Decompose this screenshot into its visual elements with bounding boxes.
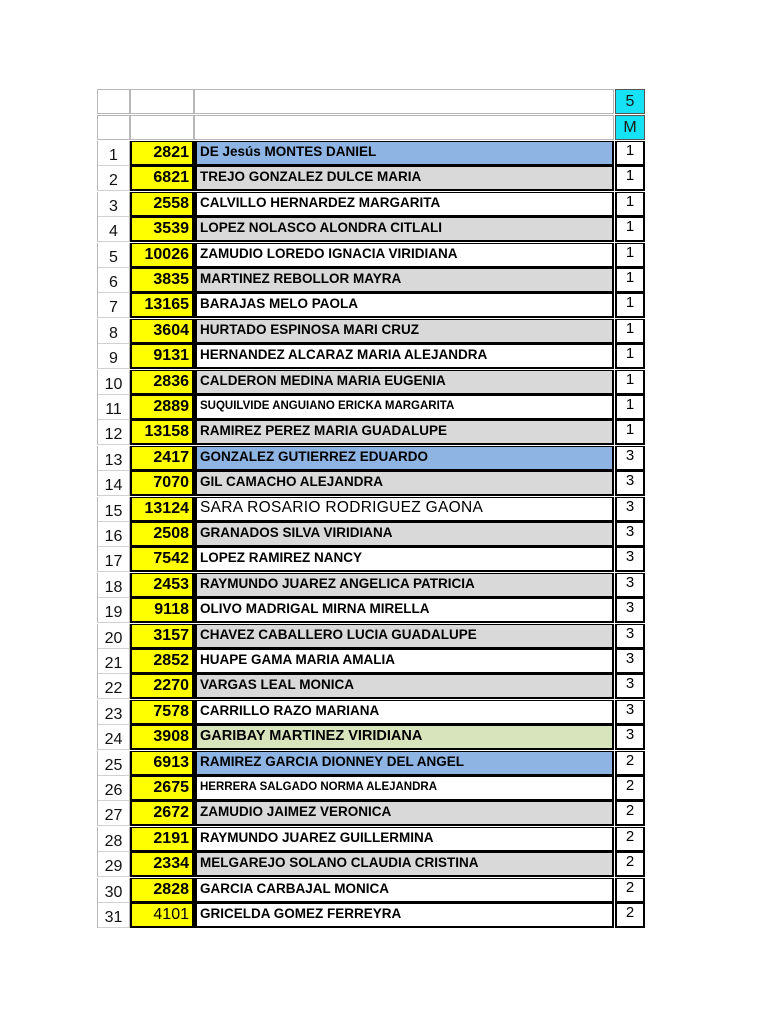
header-cell-name [194, 115, 614, 140]
group-cell[interactable]: 1 [615, 268, 645, 293]
row-number: 12 [97, 420, 130, 445]
student-name-cell[interactable]: GIL CAMACHO ALEJANDRA [194, 471, 614, 496]
row-number: 31 [97, 903, 130, 928]
group-cell[interactable]: 2 [615, 903, 645, 928]
group-cell[interactable]: 2 [615, 827, 645, 852]
student-id-cell[interactable]: 2675 [130, 776, 194, 801]
student-id-cell[interactable]: 3157 [130, 624, 194, 649]
student-name-cell[interactable]: TREJO GONZALEZ DULCE MARIA [194, 166, 614, 191]
student-id-cell[interactable]: 2836 [130, 370, 194, 395]
student-id-cell[interactable]: 10026 [130, 243, 194, 268]
group-header-top: 5 [615, 89, 645, 114]
group-cell[interactable]: 1 [615, 395, 645, 420]
row-number: 5 [97, 243, 130, 268]
student-id-cell[interactable]: 3604 [130, 319, 194, 344]
group-cell[interactable]: 3 [615, 624, 645, 649]
row-number: 24 [97, 725, 130, 750]
student-name-cell[interactable]: DE Jesús MONTES DANIEL [194, 141, 614, 166]
group-cell[interactable]: 3 [615, 674, 645, 699]
student-id-cell[interactable]: 2508 [130, 522, 194, 547]
student-id-cell[interactable]: 9118 [130, 598, 194, 623]
student-name-cell[interactable]: GRICELDA GOMEZ FERREYRA [194, 903, 614, 928]
group-cell[interactable]: 3 [615, 573, 645, 598]
student-name-cell[interactable]: GARIBAY MARTINEZ VIRIDIANA [194, 725, 614, 750]
header-cell-name [194, 89, 614, 114]
student-name-cell[interactable]: GONZALEZ GUTIERREZ EDUARDO [194, 446, 614, 471]
group-cell[interactable]: 2 [615, 801, 645, 826]
row-number: 15 [97, 497, 130, 522]
group-cell[interactable]: 1 [615, 217, 645, 242]
student-name-cell[interactable]: CARRILLO RAZO MARIANA [194, 700, 614, 725]
student-name-cell[interactable]: CALVILLO HERNARDEZ MARGARITA [194, 192, 614, 217]
student-name-cell[interactable]: GRANADOS SILVA VIRIDIANA [194, 522, 614, 547]
student-name-cell[interactable]: CHAVEZ CABALLERO LUCIA GUADALUPE [194, 624, 614, 649]
student-id-cell[interactable]: 7070 [130, 471, 194, 496]
header-cell-index [97, 115, 130, 140]
group-cell[interactable]: 3 [615, 522, 645, 547]
student-id-cell[interactable]: 13124 [130, 497, 194, 522]
row-number: 13 [97, 446, 130, 471]
student-name-cell[interactable]: ZAMUDIO JAIMEZ VERONICA [194, 801, 614, 826]
student-name-cell[interactable]: MARTINEZ REBOLLOR MAYRA [194, 268, 614, 293]
row-number: 11 [97, 395, 130, 420]
group-cell[interactable]: 1 [615, 344, 645, 369]
row-number: 17 [97, 547, 130, 572]
group-cell[interactable]: 1 [615, 192, 645, 217]
student-name-cell[interactable]: LOPEZ NOLASCO ALONDRA CITLALI [194, 217, 614, 242]
student-id-cell[interactable]: 3835 [130, 268, 194, 293]
student-name-cell[interactable]: RAMIREZ PEREZ MARIA GUADALUPE [194, 420, 614, 445]
student-id-cell[interactable]: 2828 [130, 878, 194, 903]
row-number: 9 [97, 344, 130, 369]
student-name-cell[interactable]: ZAMUDIO LOREDO IGNACIA VIRIDIANA [194, 243, 614, 268]
row-number: 2 [97, 166, 130, 191]
student-id-cell[interactable]: 7578 [130, 700, 194, 725]
student-name-cell[interactable]: HURTADO ESPINOSA MARI CRUZ [194, 319, 614, 344]
group-cell[interactable]: 3 [615, 700, 645, 725]
row-number: 3 [97, 192, 130, 217]
student-name-cell[interactable]: GARCIA CARBAJAL MONICA [194, 878, 614, 903]
student-name-cell[interactable]: HERNANDEZ ALCARAZ MARIA ALEJANDRA [194, 344, 614, 369]
group-cell[interactable]: 2 [615, 776, 645, 801]
student-id-cell[interactable]: 13165 [130, 293, 194, 318]
group-cell[interactable]: 1 [615, 243, 645, 268]
row-number: 27 [97, 801, 130, 826]
row-number: 21 [97, 649, 130, 674]
row-number: 10 [97, 370, 130, 395]
student-name-cell[interactable]: RAYMUNDO JUAREZ ANGELICA PATRICIA [194, 573, 614, 598]
student-id-cell[interactable]: 2191 [130, 827, 194, 852]
row-number: 20 [97, 624, 130, 649]
group-cell[interactable]: 2 [615, 751, 645, 776]
student-id-cell[interactable]: 9131 [130, 344, 194, 369]
row-number: 6 [97, 268, 130, 293]
student-id-cell[interactable]: 3539 [130, 217, 194, 242]
student-id-cell[interactable]: 2672 [130, 801, 194, 826]
row-number: 29 [97, 852, 130, 877]
row-number: 19 [97, 598, 130, 623]
row-number: 4 [97, 217, 130, 242]
student-id-cell[interactable]: 7542 [130, 547, 194, 572]
student-id-cell[interactable]: 2453 [130, 573, 194, 598]
group-header-bottom: M [615, 115, 645, 140]
group-cell[interactable]: 1 [615, 319, 645, 344]
row-number: 30 [97, 878, 130, 903]
row-number: 14 [97, 471, 130, 496]
group-cell[interactable]: 1 [615, 166, 645, 191]
student-id-cell[interactable]: 2558 [130, 192, 194, 217]
group-cell[interactable]: 1 [615, 293, 645, 318]
student-id-cell[interactable]: 4101 [130, 903, 194, 928]
student-id-cell[interactable]: 2889 [130, 395, 194, 420]
student-name-cell[interactable]: HUAPE GAMA MARIA AMALIA [194, 649, 614, 674]
student-id-cell[interactable]: 6913 [130, 751, 194, 776]
student-name-cell[interactable]: SARA ROSARIO RODRIGUEZ GAONA [194, 497, 614, 522]
row-number: 22 [97, 674, 130, 699]
student-name-cell[interactable]: RAMIREZ GARCIA DIONNEY DEL ANGEL [194, 751, 614, 776]
group-cell[interactable]: 2 [615, 852, 645, 877]
student-id-cell[interactable]: 2852 [130, 649, 194, 674]
group-cell[interactable]: 3 [615, 471, 645, 496]
row-number: 18 [97, 573, 130, 598]
group-cell[interactable]: 3 [615, 598, 645, 623]
group-cell[interactable]: 3 [615, 649, 645, 674]
student-name-cell[interactable]: BARAJAS MELO PAOLA [194, 293, 614, 318]
header-cell-id [130, 89, 194, 114]
row-number: 8 [97, 319, 130, 344]
row-number: 26 [97, 776, 130, 801]
group-cell[interactable]: 2 [615, 878, 645, 903]
student-id-cell[interactable]: 3908 [130, 725, 194, 750]
group-cell[interactable]: 3 [615, 497, 645, 522]
student-id-cell[interactable]: 13158 [130, 420, 194, 445]
row-number: 28 [97, 827, 130, 852]
student-name-cell[interactable]: VARGAS LEAL MONICA [194, 674, 614, 699]
row-number: 23 [97, 700, 130, 725]
group-cell[interactable]: 3 [615, 725, 645, 750]
row-number: 16 [97, 522, 130, 547]
student-id-cell[interactable]: 2821 [130, 141, 194, 166]
student-name-cell[interactable]: LOPEZ RAMIREZ NANCY [194, 547, 614, 572]
student-name-cell[interactable]: HERRERA SALGADO NORMA ALEJANDRA [194, 776, 614, 801]
row-number: 1 [97, 141, 130, 166]
student-id-cell[interactable]: 2334 [130, 852, 194, 877]
group-cell[interactable]: 1 [615, 141, 645, 166]
student-name-cell[interactable]: CALDERON MEDINA MARIA EUGENIA [194, 370, 614, 395]
student-name-cell[interactable]: OLIVO MADRIGAL MIRNA MIRELLA [194, 598, 614, 623]
student-name-cell[interactable]: MELGAREJO SOLANO CLAUDIA CRISTINA [194, 852, 614, 877]
group-cell[interactable]: 1 [615, 370, 645, 395]
header-cell-index [97, 89, 130, 114]
student-id-cell[interactable]: 2270 [130, 674, 194, 699]
student-name-cell[interactable]: SUQUILVIDE ANGUIANO ERICKA MARGARITA [194, 395, 614, 420]
row-number: 25 [97, 751, 130, 776]
group-cell[interactable]: 3 [615, 446, 645, 471]
group-cell[interactable]: 1 [615, 420, 645, 445]
student-name-cell[interactable]: RAYMUNDO JUAREZ GUILLERMINA [194, 827, 614, 852]
student-id-cell[interactable]: 6821 [130, 166, 194, 191]
student-id-cell[interactable]: 2417 [130, 446, 194, 471]
group-cell[interactable]: 3 [615, 547, 645, 572]
row-number: 7 [97, 293, 130, 318]
header-cell-id [130, 115, 194, 140]
